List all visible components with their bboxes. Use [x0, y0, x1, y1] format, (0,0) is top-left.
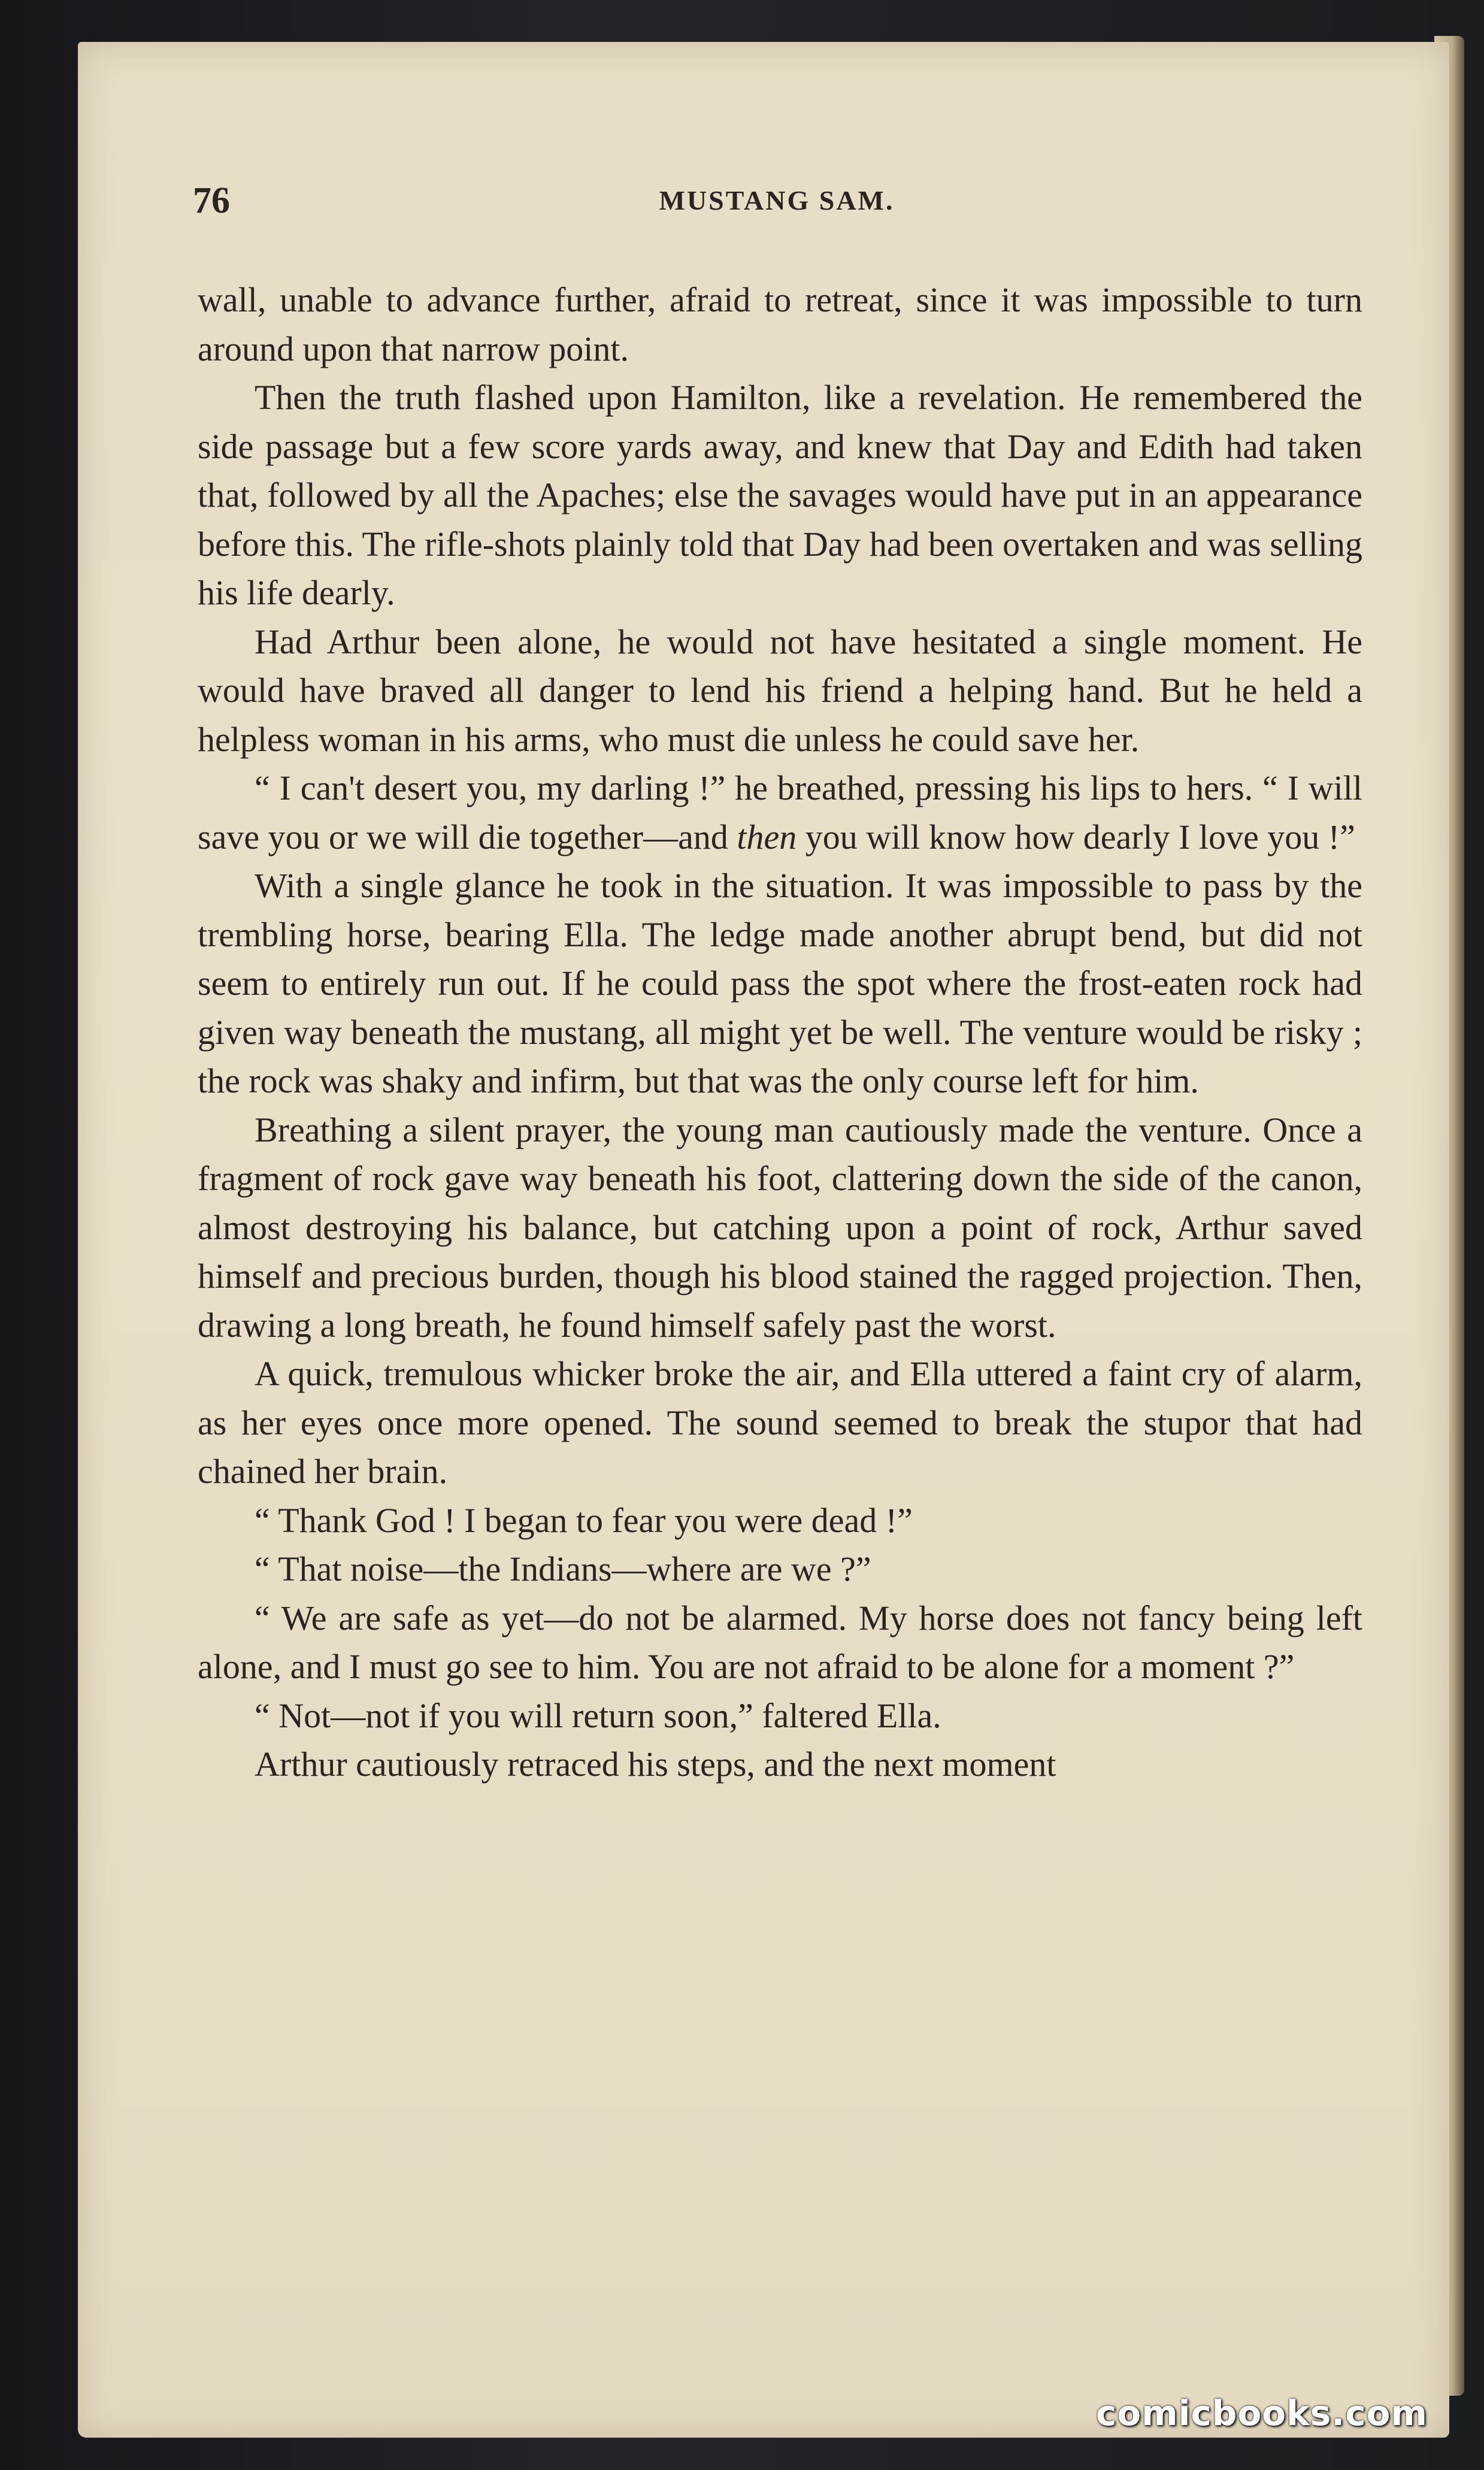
page-number: 76 — [193, 180, 230, 221]
paragraph: Breathing a silent prayer, the young man cautiously made the venture. Once a fragment of rock gave way beneath his foot, clattering down the side of the canon, almost destroying his balance, but catching upon a point of rock, Arthur saved himself and precious burden, though his blood stained the ragged projection. Then, drawing a long breath, he found himself safely past the worst. — [198, 1110, 1362, 1345]
paragraph: Had Arthur been alone, he would not have hesitated a single moment. He would have braved all danger to lend his friend a helping hand. But he held a helpless woman in his arms, who must die unless he could save her. — [198, 622, 1362, 759]
paragraph: Arthur cautiously retraced his steps, and the next moment — [255, 1745, 1056, 1784]
paragraph: “ That noise—the Indians—where are we ?” — [255, 1549, 871, 1588]
paragraph: A quick, tremulous whicker broke the air, and Ella uttered a faint cry of alarm, as her eyes once more opened. The sound seemed to break the stupor that had chained her brain. — [198, 1354, 1362, 1491]
paragraph: With a single glance he took in the situation. It was impossible to pass by the trembling horse, bearing Ella. The ledge made another abrupt bend, but did not seem to entirely run out. If he could pass the spot where the frost-eaten rock had given way beneath the mustang, all might yet be well. The venture would be risky ; the rock was shaky and infirm, but that was the only course left for him. — [198, 866, 1362, 1100]
running-head — [193, 180, 1361, 228]
body-text — [198, 276, 1362, 1789]
paragraph: “ Thank God ! I began to fear you were dead !” — [255, 1500, 913, 1540]
paragraph-text: “ I can't desert you, my darling !” he breathed, pressing his lips to hers. “ I will save you or we will die together—and — [198, 768, 1362, 856]
paragraph: “ Not—not if you will return soon,” faltered Ella. — [255, 1696, 941, 1735]
paragraph — [198, 764, 1362, 861]
emphasized-word: then — [737, 817, 797, 856]
paragraph: Then the truth flashed upon Hamilton, like a revelation. He remembered the side passage but a few score yards away, and knew that Day and Edith had taken that, followed by all the Apaches; else the savages would have put in an appearance before this. The rifle-shots plainly told that Day had been overtaken and was selling his life dearly. — [198, 378, 1362, 612]
paragraph: wall, unable to advance further, afraid to retreat, since it was impossible to turn around upon that narrow point. — [198, 280, 1362, 368]
paragraph: “ We are safe as yet—do not be alarmed. My horse does not fancy being left alone, and I must go see to him. You are not afraid to be alone for a moment ?” — [198, 1598, 1362, 1686]
paragraph-text: you will know how dearly I love you !” — [796, 817, 1355, 856]
watermark: comicbooks.com — [1096, 2393, 1428, 2433]
running-title: MUSTANG SAM. — [659, 185, 895, 216]
